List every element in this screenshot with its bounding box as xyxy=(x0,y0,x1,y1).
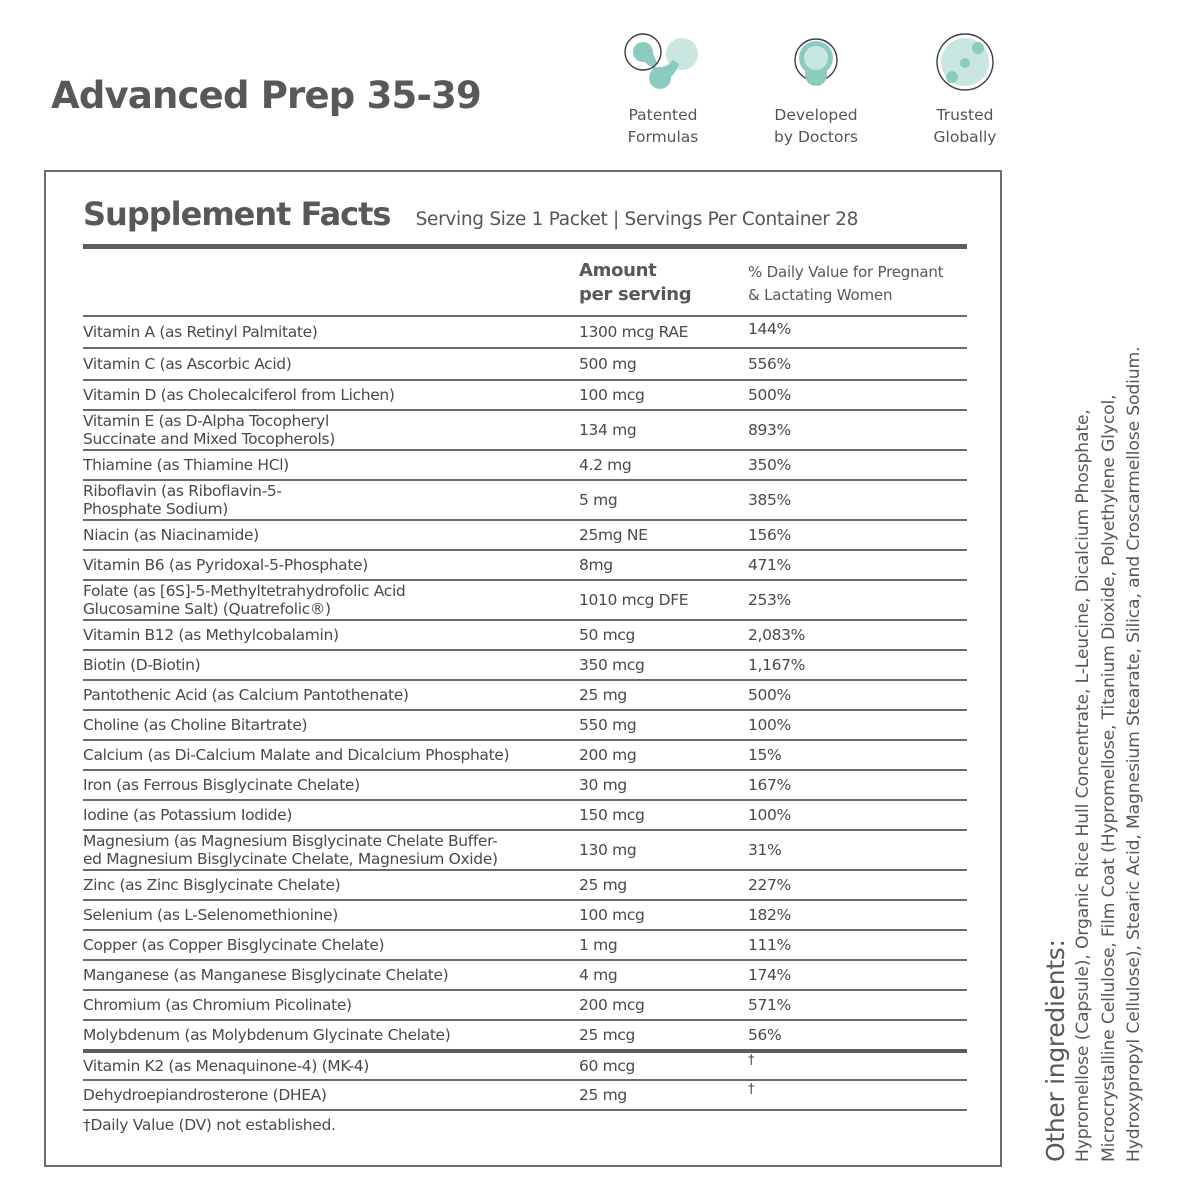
badge-patented-formulas xyxy=(593,30,733,148)
nutrient-amount: 200 mcg xyxy=(579,996,645,1014)
nutrient-daily-value: 2,083% xyxy=(748,626,806,644)
nutrient-daily-value: 111% xyxy=(748,936,791,954)
nutrient-table xyxy=(83,315,967,1134)
nutrient-amount: 1010 mcg DFE xyxy=(579,591,689,609)
nutrient-daily-value: 167% xyxy=(748,776,791,794)
nutrient-amount: 350 mcg xyxy=(579,656,645,674)
doctor-badge-icon xyxy=(766,30,866,94)
nutrient-amount: 5 mg xyxy=(579,491,618,509)
table-row xyxy=(83,869,967,899)
nutrient-name: Manganese (as Manganese Bisglycinate Chelate) xyxy=(83,966,449,984)
nutrient-daily-value: 385% xyxy=(748,491,791,509)
nutrient-daily-value: 893% xyxy=(748,421,791,439)
table-row xyxy=(83,409,967,449)
serving-info: Serving Size 1 Packet | Servings Per Container 28 xyxy=(415,209,859,230)
nutrient-name: Chromium (as Chromium Picolinate) xyxy=(83,996,352,1014)
nutrient-daily-value: 500% xyxy=(748,686,791,704)
nutrient-name: Vitamin A (as Retinyl Palmitate) xyxy=(83,323,318,341)
nutrient-amount: 550 mg xyxy=(579,716,637,734)
badge-label: Patented Formulas xyxy=(627,106,699,146)
table-row xyxy=(83,1019,967,1049)
nutrient-daily-value: 227% xyxy=(748,876,791,894)
nutrient-amount: 1300 mcg RAE xyxy=(579,323,689,341)
feature-badges xyxy=(600,30,1020,160)
nutrient-daily-value: 100% xyxy=(748,716,791,734)
nutrient-name: Zinc (as Zinc Bisglycinate Chelate) xyxy=(83,876,341,894)
table-row xyxy=(83,799,967,829)
nutrient-name: Copper (as Copper Bisglycinate Chelate) xyxy=(83,936,385,954)
table-row xyxy=(83,479,967,519)
column-header-daily-value: % Daily Value for Pregnant & Lactating Women xyxy=(748,263,944,304)
table-row xyxy=(83,709,967,739)
nutrient-amount: 8mg xyxy=(579,556,613,574)
nutrient-daily-value: 156% xyxy=(748,526,791,544)
nutrient-name: Vitamin B12 (as Methylcobalamin) xyxy=(83,626,339,644)
nutrient-name: Choline (as Choline Bitartrate) xyxy=(83,716,308,734)
nutrient-name: Vitamin E (as D-Alpha Tocopheryl Succinate and Mixed Tocopherols) xyxy=(83,412,335,448)
table-row xyxy=(83,739,967,769)
nutrient-name: Iodine (as Potassium Iodide) xyxy=(83,806,293,824)
nutrient-name: Magnesium (as Magnesium Bisglycinate Chelate Buffer- ed Magnesium Bisglycinate Chelate, Magnesium Oxide) xyxy=(83,832,498,868)
nutrient-name: Vitamin K2 (as Menaquinone-4) (MK-4) xyxy=(83,1057,369,1075)
nutrient-daily-value: 56% xyxy=(748,1026,782,1044)
nutrient-daily-value: 182% xyxy=(748,906,791,924)
nutrient-amount: 25 mg xyxy=(579,876,627,894)
facts-title: Supplement Facts xyxy=(83,195,391,233)
table-row xyxy=(83,899,967,929)
nutrient-name: Dehydroepiandrosterone (DHEA) xyxy=(83,1086,327,1104)
product-title: Advanced Prep 35-39 xyxy=(51,74,481,117)
table-row xyxy=(83,649,967,679)
nutrient-name: Vitamin B6 (as Pyridoxal-5-Phosphate) xyxy=(83,556,368,574)
nutrient-amount: 25 mg xyxy=(579,686,627,704)
nutrient-daily-value: † xyxy=(748,1052,755,1068)
nutrient-daily-value: 253% xyxy=(748,591,791,609)
nutrient-amount: 4.2 mg xyxy=(579,456,632,474)
nutrient-name: Riboflavin (as Riboflavin-5- Phosphate Sodium) xyxy=(83,482,282,518)
nutrient-daily-value: 1,167% xyxy=(748,656,806,674)
other-ingredients-title: Other ingredients: xyxy=(1041,939,1070,1162)
other-ingredients xyxy=(1037,182,1148,1162)
table-row xyxy=(83,679,967,709)
nutrient-daily-value: 31% xyxy=(748,841,782,859)
nutrient-daily-value: 350% xyxy=(748,456,791,474)
table-row xyxy=(83,829,967,869)
nutrient-amount: 200 mg xyxy=(579,746,637,764)
table-row xyxy=(83,449,967,479)
badge-label: Trusted Globally xyxy=(933,106,997,146)
nutrient-amount: 1 mg xyxy=(579,936,618,954)
nutrient-daily-value: 556% xyxy=(748,355,791,373)
badge-label: Developed by Doctors xyxy=(774,106,858,146)
nutrient-name: Molybdenum (as Molybdenum Glycinate Chelate) xyxy=(83,1026,451,1044)
facts-header xyxy=(83,195,858,233)
header-divider xyxy=(83,244,967,249)
nutrient-daily-value: 500% xyxy=(748,386,791,404)
nutrient-amount: 500 mg xyxy=(579,355,637,373)
nutrient-amount: 150 mcg xyxy=(579,806,645,824)
nutrient-daily-value: 15% xyxy=(748,746,782,764)
footnote: †Daily Value (DV) not established. xyxy=(83,1109,967,1134)
nutrient-name: Biotin (D-Biotin) xyxy=(83,656,201,674)
nutrient-amount: 130 mg xyxy=(579,841,637,859)
table-row xyxy=(83,1079,967,1109)
nutrient-name: Pantothenic Acid (as Calcium Pantothenate) xyxy=(83,686,409,704)
nutrient-amount: 25mg NE xyxy=(579,526,648,544)
table-row xyxy=(83,315,967,347)
table-row xyxy=(83,379,967,409)
nutrient-amount: 30 mg xyxy=(579,776,627,794)
nutrient-amount: 60 mcg xyxy=(579,1057,636,1075)
nutrient-name: Selenium (as L-Selenomethionine) xyxy=(83,906,338,924)
table-row xyxy=(83,519,967,549)
badge-trusted-globally xyxy=(895,30,1035,148)
nutrient-name: Thiamine (as Thiamine HCl) xyxy=(83,456,289,474)
nutrient-name: Vitamin C (as Ascorbic Acid) xyxy=(83,355,292,373)
table-row xyxy=(83,989,967,1019)
table-row xyxy=(83,579,967,619)
nutrient-name: Calcium (as Di-Calcium Malate and Dicalcium Phosphate) xyxy=(83,746,510,764)
table-row xyxy=(83,1049,967,1079)
nutrient-amount: 100 mcg xyxy=(579,386,645,404)
nutrient-amount: 25 mcg xyxy=(579,1026,636,1044)
table-row xyxy=(83,929,967,959)
globe-icon xyxy=(915,30,1015,94)
nutrient-amount: 100 mcg xyxy=(579,906,645,924)
nutrient-name: Iron (as Ferrous Bisglycinate Chelate) xyxy=(83,776,360,794)
nutrient-daily-value: 571% xyxy=(748,996,791,1014)
nutrient-daily-value: 174% xyxy=(748,966,791,984)
nutrient-amount: 4 mg xyxy=(579,966,618,984)
nutrient-amount: 25 mg xyxy=(579,1086,627,1104)
nutrient-amount: 50 mcg xyxy=(579,626,636,644)
nutrient-name: Folate (as [6S]-5-Methyltetrahydrofolic Acid Glucosamine Salt) (Quatrefolic®) xyxy=(83,582,406,618)
nutrient-daily-value: 144% xyxy=(748,320,791,338)
nutrient-name: Vitamin D (as Cholecalciferol from Lichen) xyxy=(83,386,395,404)
column-header-amount: Amount per serving xyxy=(579,260,692,305)
nutrient-daily-value: 100% xyxy=(748,806,791,824)
badge-developed-by-doctors xyxy=(746,30,886,148)
table-row xyxy=(83,347,967,379)
other-ingredients-text: Hypromellose (Capsule), Organic Rice Hull Concentrate, L-Leucine, Dicalcium Phosphate, Microcrystalline Cellulose, Film Coat (Hypromellose, Titanium Dioxide, Polyethylene Glycol, Hydroxypropyl Cellulose), Stearic Acid, Magnesium Stearate, Silica, and Croscarmellose Sodium. xyxy=(1073,346,1144,1162)
supplement-facts-panel xyxy=(44,170,1002,1167)
table-row xyxy=(83,769,967,799)
table-row xyxy=(83,619,967,649)
molecule-icon xyxy=(613,30,713,94)
table-row xyxy=(83,959,967,989)
nutrient-name: Niacin (as Niacinamide) xyxy=(83,526,259,544)
nutrient-daily-value: † xyxy=(748,1081,755,1097)
nutrient-amount: 134 mg xyxy=(579,421,637,439)
table-row xyxy=(83,549,967,579)
nutrient-daily-value: 471% xyxy=(748,556,791,574)
